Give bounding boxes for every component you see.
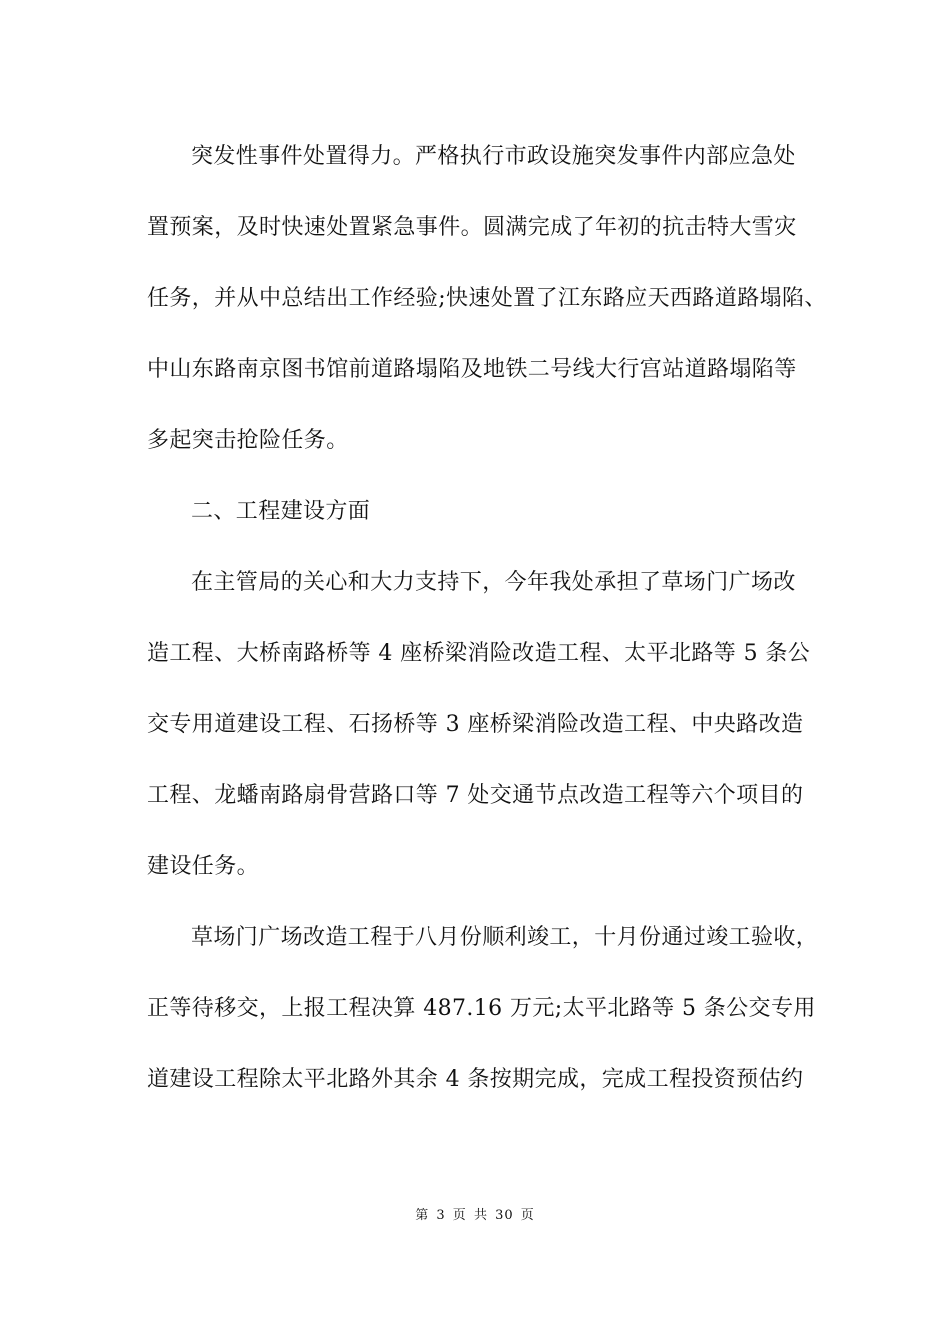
- footer-total-label: 共: [473, 1208, 488, 1223]
- footer-total-unit: 页: [520, 1208, 535, 1223]
- paragraph-line: 突发性事件处置得力。严格执行市政设施突发事件内部应急处: [191, 144, 796, 169]
- section-heading: 二、工程建设方面: [191, 499, 371, 524]
- paragraph-line: 交专用道建设工程、石扬桥等 3 座桥梁消险改造工程、中央路改造: [147, 712, 804, 737]
- paragraph-line: 正等待移交，上报工程决算 487.16 万元;太平北路等 5 条公交专用: [147, 996, 816, 1021]
- total-pages-number: 30: [495, 1208, 514, 1223]
- paragraph-line: 多起突击抢险任务。: [147, 428, 349, 453]
- paragraph-line: 在主管局的关心和大力支持下，今年我处承担了草场门广场改: [191, 570, 796, 595]
- paragraph-line: 置预案，及时快速处置紧急事件。圆满完成了年初的抗击特大雪灾: [147, 215, 797, 240]
- paragraph-line: 造工程、大桥南路桥等 4 座桥梁消险改造工程、太平北路等 5 条公: [147, 641, 811, 666]
- paragraph-line: 中山东路南京图书馆前道路塌陷及地铁二号线大行宫站道路塌陷等: [147, 357, 797, 382]
- current-page-number: 3: [436, 1208, 446, 1223]
- paragraph-line: 工程、龙蟠南路扇骨营路口等 7 处交通节点改造工程等六个项目的: [147, 783, 804, 808]
- footer-page-label: 第: [415, 1208, 430, 1223]
- paragraph-line: 任务，并从中总结出工作经验;快速处置了江东路应天西路道路塌陷、: [147, 286, 827, 311]
- footer-page-unit: 页: [452, 1208, 467, 1223]
- paragraph-line: 草场门广场改造工程于八月份顺利竣工，十月份通过竣工验收，: [191, 925, 819, 950]
- paragraph-line: 建设任务。: [147, 854, 260, 879]
- paragraph-line: 道建设工程除太平北路外其余 4 条按期完成，完成工程投资预估约: [147, 1067, 804, 1092]
- page-footer: [0, 1207, 950, 1225]
